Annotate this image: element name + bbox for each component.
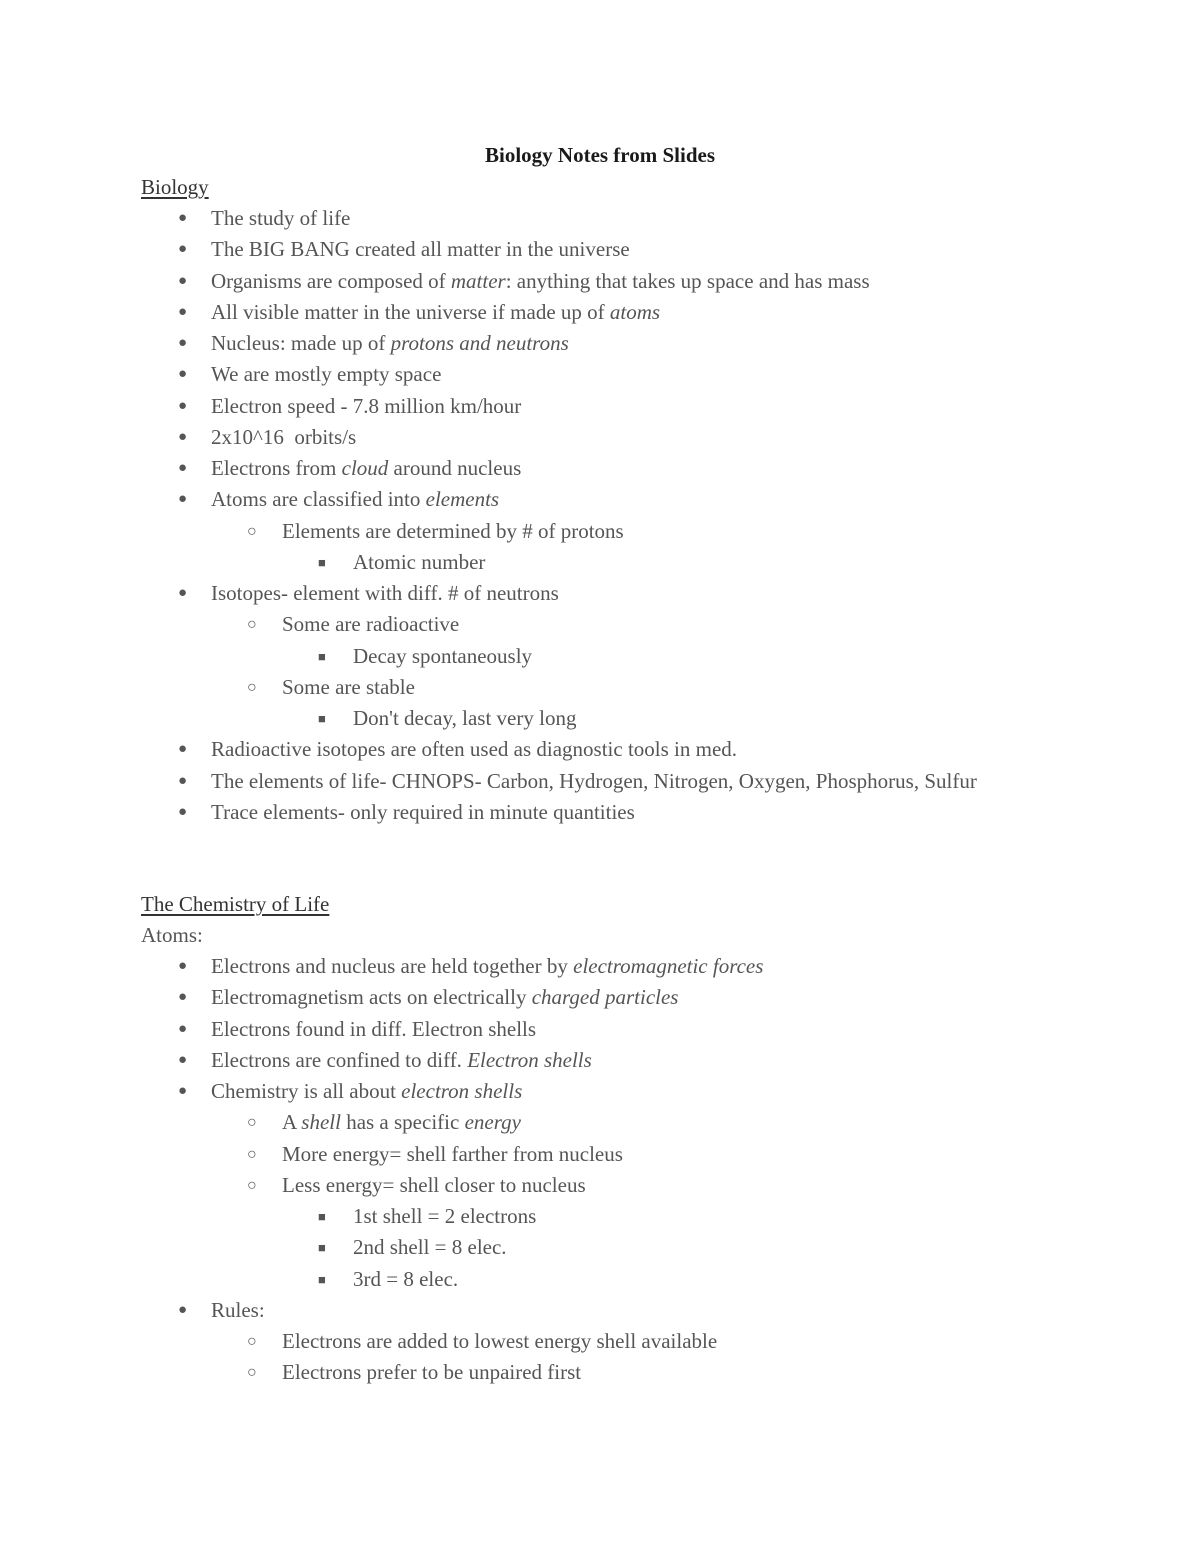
list-item-text: 1st shell = 2 electrons bbox=[353, 1204, 537, 1228]
bullet-circle-icon: ○ bbox=[247, 1145, 257, 1163]
list-item bbox=[0, 1045, 763, 1076]
list-item-text: All visible matter in the universe if made up of bbox=[211, 299, 610, 324]
list-item bbox=[0, 203, 1021, 234]
list-item bbox=[0, 1076, 763, 1107]
bullet-disc-icon: ● bbox=[178, 1083, 188, 1099]
list-item bbox=[0, 797, 1021, 828]
bullet-disc-icon: ● bbox=[178, 989, 188, 1006]
list-item bbox=[0, 1326, 763, 1357]
bullet-circle-icon: ○ bbox=[247, 522, 257, 540]
list-item-text: Isotopes- element with diff. # of neutrons bbox=[211, 581, 559, 605]
list-item-emphasis: electromagnetic forces bbox=[573, 954, 764, 978]
bullet-disc-icon: ● bbox=[178, 335, 188, 351]
list-item bbox=[0, 766, 1021, 797]
list-item bbox=[0, 951, 763, 982]
bullet-disc-icon: ● bbox=[178, 210, 188, 226]
list-item bbox=[0, 609, 1021, 640]
list-item-text: Electron speed - 7.8 million km/hour bbox=[211, 393, 522, 418]
list-item-text: More energy= shell farther from nucleus bbox=[282, 1141, 623, 1166]
list-item-text: Electrons are confined to diff. bbox=[211, 1047, 468, 1072]
list-item bbox=[0, 1107, 763, 1138]
list-item-text: Electrons and nucleus are held together by bbox=[211, 954, 574, 978]
subheading-atoms: Atoms: bbox=[141, 923, 203, 947]
list-item-text: The elements of life- CHNOPS- Carbon, Hydrogen, Nitrogen, Oxygen, Phosphorus, Sulfur bbox=[211, 768, 977, 793]
list-item-emphasis: energy bbox=[464, 1110, 521, 1135]
list-item-text: We are mostly empty space bbox=[211, 362, 442, 387]
list-item bbox=[0, 234, 1021, 265]
bullet-circle-icon: ○ bbox=[247, 1176, 257, 1194]
list-item bbox=[0, 1139, 763, 1170]
list-item bbox=[0, 1170, 763, 1201]
list-item-text: around nucleus bbox=[388, 456, 522, 480]
list-item bbox=[0, 328, 1021, 359]
list-item bbox=[0, 1014, 763, 1045]
bullet-circle-icon: ○ bbox=[247, 1333, 257, 1350]
list-item bbox=[0, 1357, 763, 1388]
list-item-text: The BIG BANG created all matter in the universe bbox=[211, 237, 630, 262]
list-item bbox=[0, 422, 1021, 453]
list-item-text: Radioactive isotopes are often used as diagnostic tools in med. bbox=[211, 737, 738, 762]
section-heading-biology: Biology bbox=[141, 175, 209, 199]
bullet-disc-icon: ● bbox=[178, 303, 188, 320]
list-item bbox=[0, 297, 1021, 328]
section-heading-chemistry-of-life: The Chemistry of Life bbox=[141, 892, 330, 916]
bullet-disc-icon: ● bbox=[178, 491, 188, 508]
bullet-square-icon: ■ bbox=[318, 648, 326, 664]
list-item bbox=[0, 453, 1021, 484]
list-item-text: has a specific bbox=[340, 1110, 465, 1135]
bullet-circle-icon: ○ bbox=[247, 1364, 257, 1382]
list-item-text: 2nd shell = 8 elec. bbox=[353, 1235, 507, 1260]
list-item-emphasis: matter bbox=[450, 268, 506, 293]
list-item-text: Don't decay, last very long bbox=[353, 706, 577, 730]
bullet-disc-icon: ● bbox=[178, 1051, 188, 1068]
bullet-square-icon: ■ bbox=[318, 554, 326, 570]
list-item-text: Electrons found in diff. Electron shells bbox=[211, 1016, 537, 1041]
list-item-text: Organisms are composed of bbox=[211, 268, 451, 293]
list-item bbox=[0, 516, 1021, 547]
list-item-emphasis: atoms bbox=[609, 299, 661, 324]
list-item-text: Atomic number bbox=[353, 549, 486, 574]
list-item bbox=[0, 1264, 763, 1295]
bullet-disc-icon: ● bbox=[178, 1301, 188, 1318]
list-item bbox=[0, 982, 763, 1013]
bullet-square-icon: ■ bbox=[318, 1240, 326, 1256]
list-item-text: Chemistry is all about bbox=[211, 1079, 402, 1103]
bullet-square-icon: ■ bbox=[318, 711, 326, 726]
list-item-text: : anything that takes up space and has mass bbox=[505, 268, 870, 293]
list-item-text: Trace elements- only required in minute quantities bbox=[211, 799, 635, 824]
list-item-emphasis: cloud bbox=[341, 456, 389, 480]
list-item bbox=[0, 578, 1021, 609]
bullet-square-icon: ■ bbox=[318, 1209, 326, 1224]
list-item bbox=[0, 547, 1021, 578]
list-item-text: Electrons from bbox=[211, 456, 342, 480]
list-item-text: Electromagnetism acts on electrically bbox=[211, 985, 532, 1010]
list-item bbox=[0, 391, 1021, 422]
list-item-emphasis: elements bbox=[425, 487, 500, 512]
list-item-emphasis: shell bbox=[301, 1110, 341, 1135]
bullet-disc-icon: ● bbox=[178, 1020, 188, 1037]
document-title: Biology Notes from Slides bbox=[484, 143, 716, 167]
list-item-emphasis: protons and neutrons bbox=[390, 331, 569, 355]
bullet-disc-icon: ● bbox=[178, 366, 188, 383]
list-item bbox=[0, 1295, 763, 1326]
bullet-square-icon: ■ bbox=[318, 1271, 326, 1287]
list-item-text: Some are radioactive bbox=[282, 612, 460, 637]
list-item-text: Electrons are added to lowest energy shell available bbox=[282, 1329, 718, 1353]
list-item bbox=[0, 703, 1021, 734]
bullet-disc-icon: ● bbox=[178, 585, 188, 601]
bullet-disc-icon: ● bbox=[178, 397, 188, 414]
bullet-disc-icon: ● bbox=[178, 741, 188, 758]
list-item bbox=[0, 672, 1021, 703]
list-item-text: Nucleus: made up of bbox=[211, 331, 391, 355]
list-item bbox=[0, 266, 1021, 297]
bullet-disc-icon: ● bbox=[178, 460, 188, 476]
list-item-text: Rules: bbox=[211, 1297, 265, 1322]
bullet-disc-icon: ● bbox=[178, 772, 188, 789]
list-item-text: The study of life bbox=[211, 206, 351, 230]
bullet-disc-icon: ● bbox=[178, 958, 188, 974]
list-item-text: 3rd = 8 elec. bbox=[353, 1266, 459, 1291]
bullet-circle-icon: ○ bbox=[247, 1114, 257, 1132]
bullet-disc-icon: ● bbox=[178, 241, 188, 258]
list-item bbox=[0, 484, 1021, 515]
list-item-text: A bbox=[282, 1110, 302, 1135]
list-item-text: 2x10^16 orbits/s bbox=[211, 424, 357, 449]
bullet-disc-icon: ● bbox=[178, 803, 188, 820]
list-item bbox=[0, 641, 1021, 672]
list-item-text: Less energy= shell closer to nucleus bbox=[282, 1172, 586, 1197]
bullet-disc-icon: ● bbox=[178, 272, 188, 289]
list-item-text: Elements are determined by # of protons bbox=[282, 518, 624, 543]
list-item-emphasis: charged particles bbox=[531, 985, 679, 1010]
biology-bullet-list bbox=[0, 203, 1021, 828]
bullet-circle-icon: ○ bbox=[247, 616, 257, 634]
list-item bbox=[0, 1201, 763, 1232]
bullet-circle-icon: ○ bbox=[247, 678, 257, 696]
chemistry-bullet-list bbox=[0, 951, 763, 1389]
list-item bbox=[0, 734, 1021, 765]
list-item bbox=[0, 1232, 763, 1263]
list-item-text: Atoms are classified into bbox=[211, 487, 426, 512]
list-item-text: Decay spontaneously bbox=[353, 643, 533, 668]
list-item-emphasis: electron shells bbox=[401, 1079, 523, 1103]
list-item-emphasis: Electron shells bbox=[467, 1047, 592, 1072]
list-item-text: Electrons prefer to be unpaired first bbox=[282, 1360, 582, 1385]
bullet-disc-icon: ● bbox=[178, 428, 188, 445]
list-item bbox=[0, 359, 1021, 390]
list-item-text: Some are stable bbox=[282, 674, 415, 699]
